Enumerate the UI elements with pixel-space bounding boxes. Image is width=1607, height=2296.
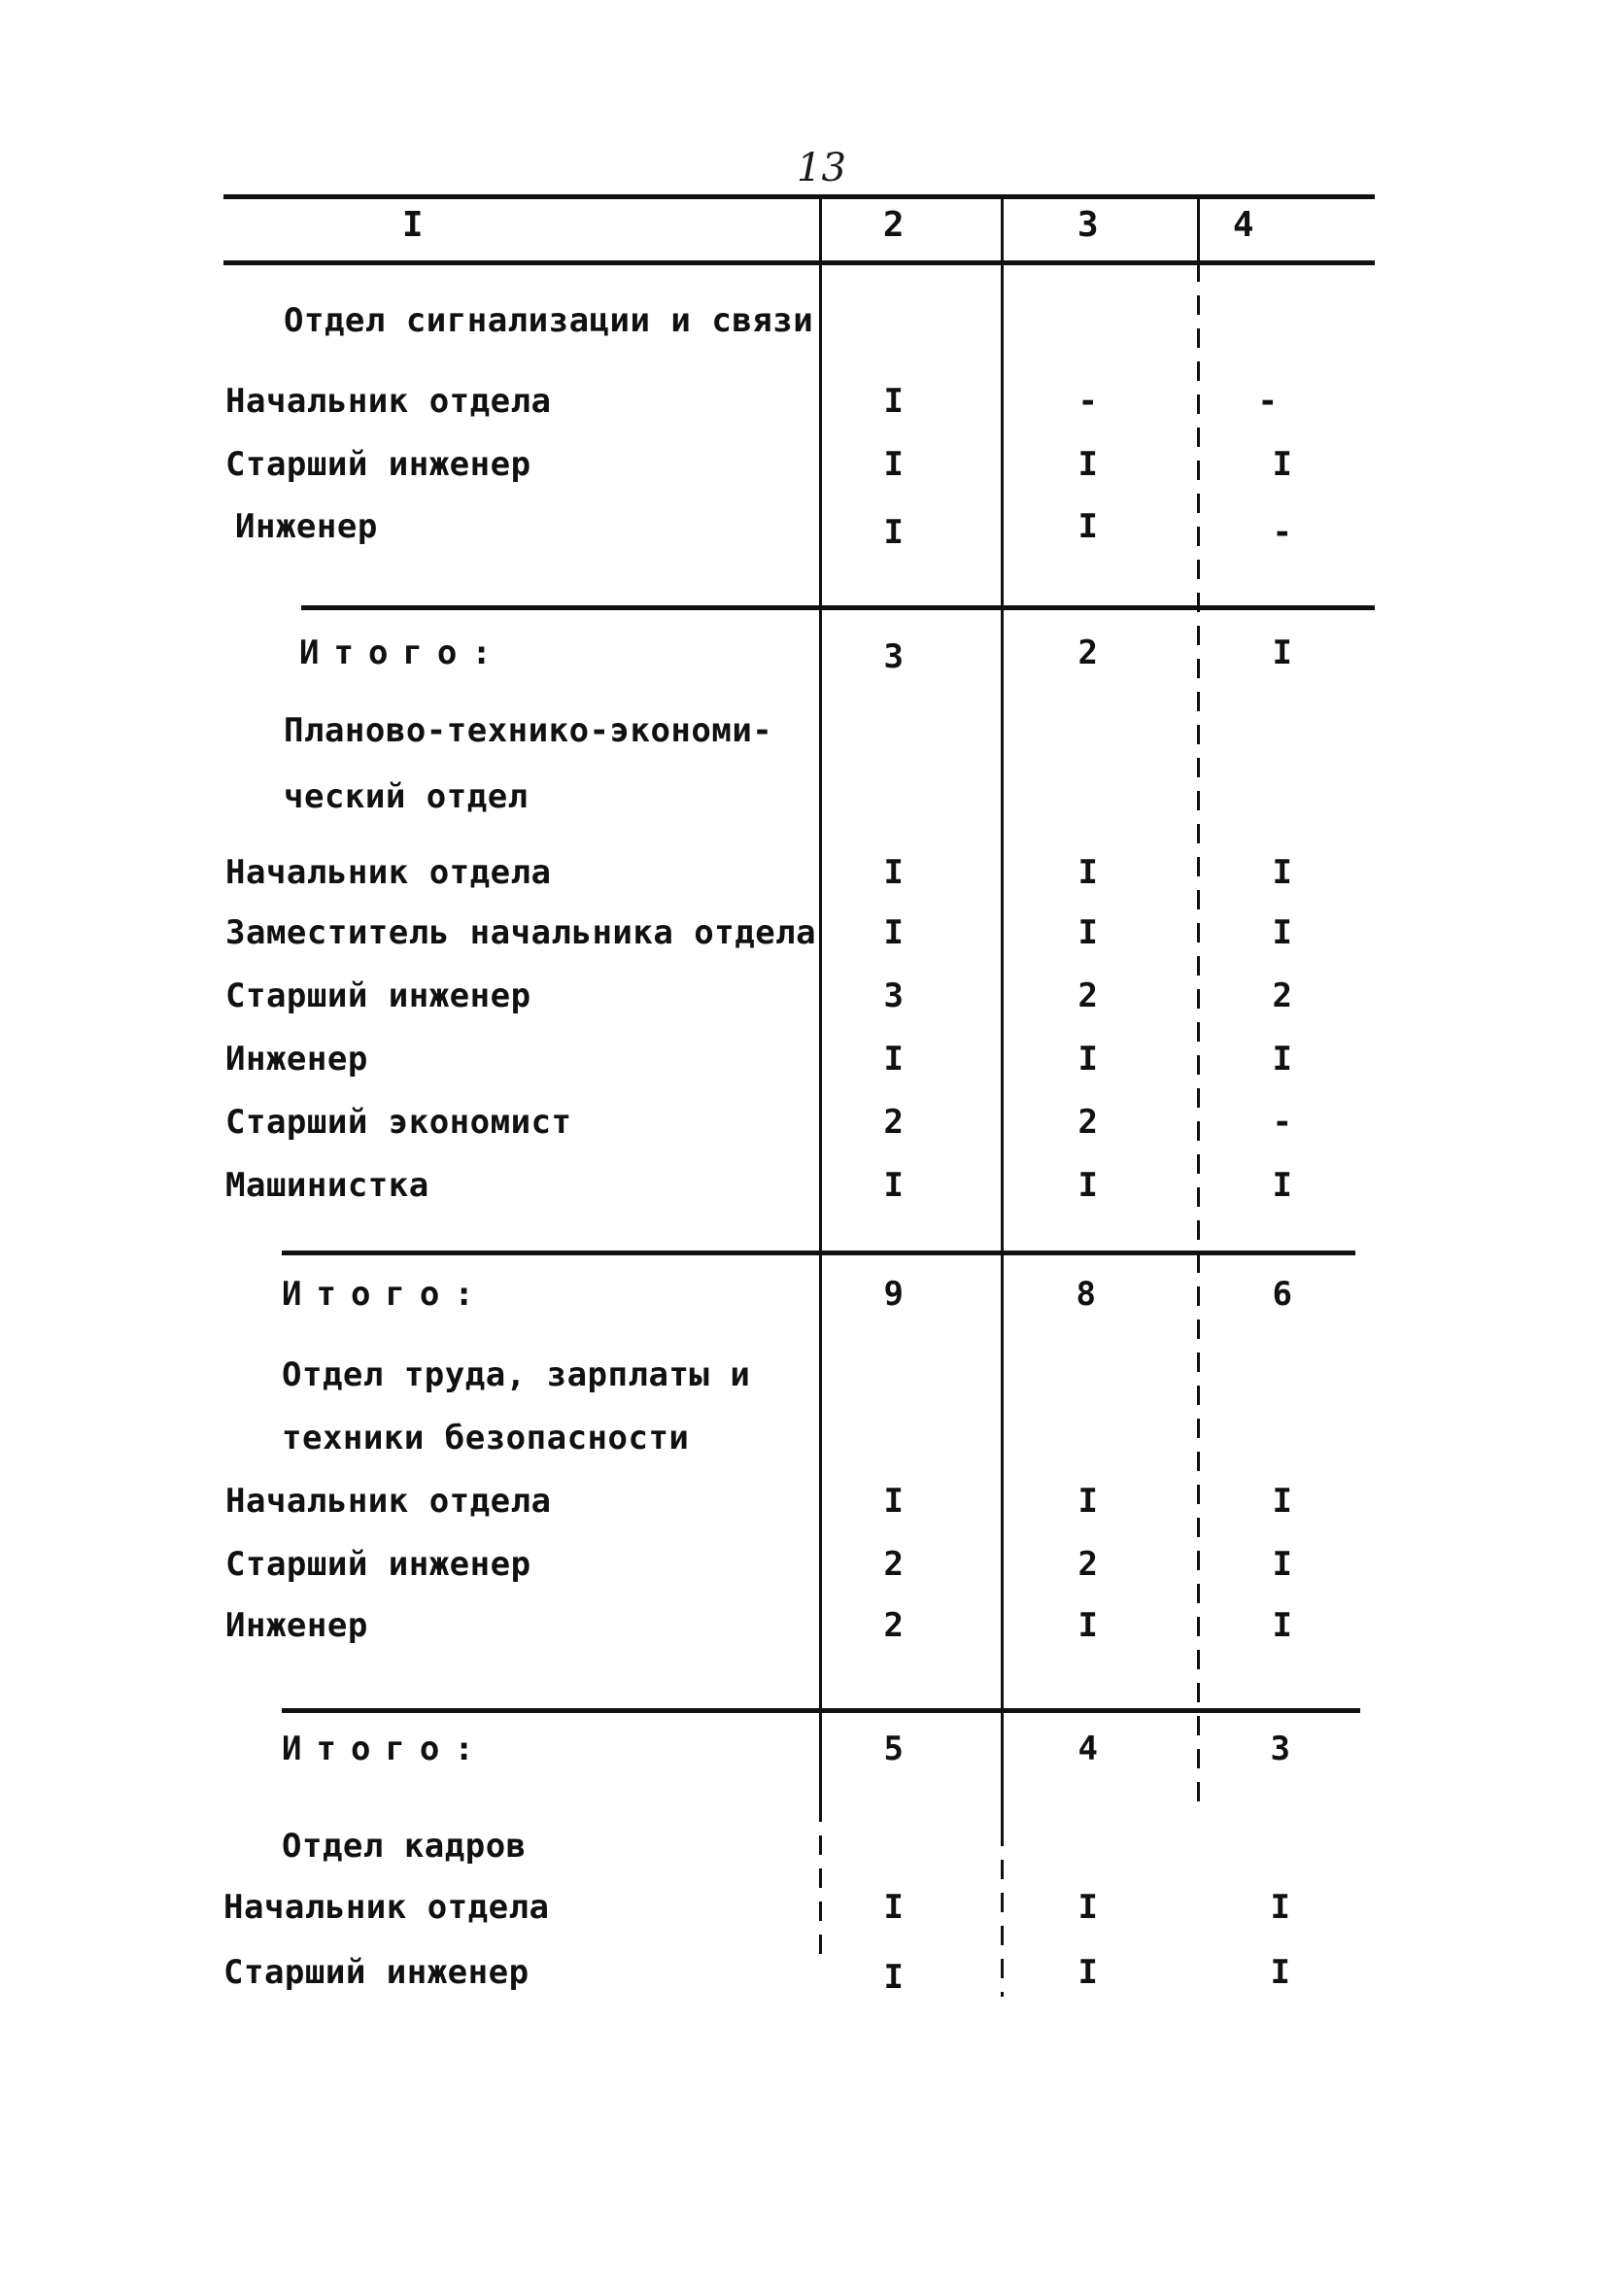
total-value-col-2: 9 (883, 1275, 905, 1314)
row-value-col-4: I (1272, 853, 1293, 892)
column-divider-1-tail (819, 1802, 822, 1958)
row-value-col-2: 2 (883, 1545, 905, 1584)
row-label: Начальник отдела (223, 1888, 550, 1927)
row-value-col-3: I (1077, 1606, 1099, 1645)
row-value-col-4: I (1272, 913, 1293, 952)
row-label: Машинистка (225, 1166, 429, 1205)
row-value-col-3: I (1077, 913, 1099, 952)
total-value-col-3: 2 (1077, 634, 1099, 672)
row-value-col-3: 2 (1077, 1103, 1099, 1142)
row-label: Заместитель начальника отдела (225, 913, 817, 952)
total-value-col-4: 6 (1272, 1275, 1293, 1314)
row-value-col-3: I (1077, 445, 1099, 484)
column-divider-3-dashed (1197, 262, 1200, 1807)
row-label: Начальник отдела (225, 382, 552, 421)
section-heading: Отдел сигнализации и связи (284, 301, 814, 340)
row-value-col-3: I (1077, 507, 1099, 546)
total-value-col-4: 3 (1270, 1730, 1291, 1768)
row-value-col-2: I (883, 445, 905, 484)
row-label: Начальник отдела (225, 853, 552, 892)
section-heading: Планово-технико-экономи- (284, 711, 773, 750)
row-value-col-2: 2 (883, 1606, 905, 1645)
row-value-col-4: - (1257, 382, 1279, 421)
row-value-col-3: I (1077, 1888, 1099, 1927)
total-value-col-4: I (1272, 634, 1293, 672)
row-value-col-2: I (883, 382, 905, 421)
row-value-col-4: I (1272, 445, 1293, 484)
table-top-rule (223, 194, 1375, 199)
row-value-col-2: I (883, 1888, 905, 1927)
row-label: Старший экономист (225, 1103, 572, 1142)
row-value-col-2: I (883, 1958, 905, 1997)
row-label: Начальник отдела (225, 1482, 552, 1521)
row-value-col-3: I (1077, 1040, 1099, 1079)
row-label: Инженер (225, 1040, 368, 1079)
row-value-col-2: I (883, 1482, 905, 1521)
row-value-col-2: I (883, 1040, 905, 1079)
total-label: Итого: (282, 1275, 489, 1314)
row-value-col-4: I (1272, 1482, 1293, 1521)
row-label: Старший инженер (225, 445, 531, 484)
total-value-col-2: 5 (883, 1730, 905, 1768)
header-col-1: I (401, 205, 425, 245)
row-label: Старший инженер (225, 1545, 531, 1584)
row-label: Старший инженер (225, 977, 531, 1015)
section-heading: Отдел кадров (282, 1827, 527, 1866)
row-value-col-4: I (1272, 1166, 1293, 1205)
header-col-4: 4 (1232, 205, 1255, 245)
row-value-col-2: 3 (883, 977, 905, 1015)
section-heading: техники безопасности (282, 1419, 690, 1457)
row-value-col-2: I (883, 1166, 905, 1205)
row-value-col-2: I (883, 913, 905, 952)
row-value-col-4: - (1272, 513, 1293, 552)
total-label: Итого: (299, 634, 506, 672)
row-label: Инженер (225, 1606, 368, 1645)
row-value-col-3: I (1077, 1482, 1099, 1521)
total-value-col-3: 8 (1076, 1275, 1097, 1314)
column-divider-3 (1197, 194, 1200, 262)
row-value-col-3: I (1077, 1953, 1099, 1992)
section-heading: ческий отдел (284, 777, 529, 816)
row-value-col-4: - (1272, 1103, 1293, 1142)
row-value-col-2: I (883, 853, 905, 892)
column-divider-2 (1001, 194, 1004, 1827)
row-label: Инженер (235, 507, 378, 546)
header-col-2: 2 (882, 205, 906, 245)
row-value-col-3: 2 (1077, 1545, 1099, 1584)
header-col-3: 3 (1077, 205, 1100, 245)
row-value-col-3: - (1077, 382, 1099, 421)
row-value-col-4: I (1270, 1953, 1291, 1992)
row-value-col-2: I (883, 513, 905, 552)
total-label: Итого: (282, 1730, 489, 1768)
column-divider-2-tail (1001, 1827, 1004, 1997)
header-bottom-rule (223, 260, 1375, 265)
row-value-col-2: 2 (883, 1103, 905, 1142)
total-value-col-2: 3 (883, 637, 905, 676)
row-label: Старший инженер (223, 1953, 530, 1992)
row-value-col-4: I (1272, 1606, 1293, 1645)
subtotal-rule-1 (301, 605, 1375, 610)
row-value-col-3: 2 (1077, 977, 1099, 1015)
column-divider-1 (819, 194, 822, 1802)
row-value-col-3: I (1077, 1166, 1099, 1205)
row-value-col-4: I (1270, 1888, 1291, 1927)
row-value-col-4: I (1272, 1545, 1293, 1584)
row-value-col-3: I (1077, 853, 1099, 892)
row-value-col-4: I (1272, 1040, 1293, 1079)
section-heading: Отдел труда, зарплаты и (282, 1355, 751, 1394)
row-value-col-4: 2 (1272, 977, 1293, 1015)
total-value-col-3: 4 (1077, 1730, 1099, 1768)
page-number: 13 (797, 146, 846, 190)
